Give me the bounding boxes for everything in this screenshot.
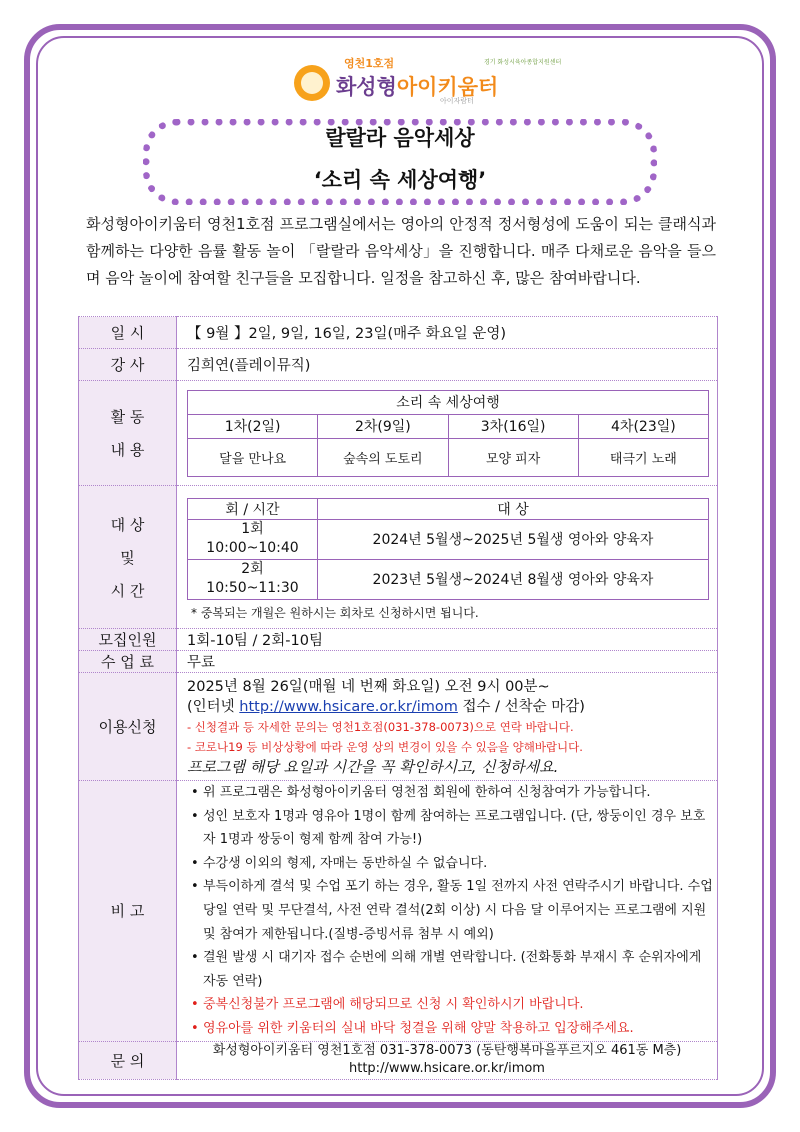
note-item: • 수강생 이외의 형제, 자매는 동반하실 수 없습니다. (193, 852, 717, 876)
note-item-warning: • 중복신청불가 프로그램에 해당되므로 신청 시 확인하시기 바랍니다. (193, 993, 717, 1017)
note-item: • 결원 발생 시 대기자 접수 순번에 의해 개별 연락합니다. (전화통화 부재시 후 순위자에게 자동 연락) (193, 946, 717, 993)
activity-title: 달을 만나요 (188, 438, 318, 476)
activity-label-2: 내 용 (110, 441, 145, 459)
notes-cell (177, 781, 718, 1042)
teacher-value: 김희연(플레이뮤직) (177, 349, 718, 381)
activity-label-1: 활 동 (110, 408, 145, 426)
apply-start: 2025년 8월 26일(매월 네 번째 화요일) 오전 9시 00분~ (187, 678, 550, 695)
teacher-label: 강 사 (79, 349, 177, 381)
apply-cell (177, 673, 718, 781)
row-fee (79, 651, 718, 673)
apply-method-post: 접수 / 선착순 마감) (457, 698, 585, 715)
row-activity (79, 381, 718, 486)
row-target (79, 486, 718, 629)
activity-title: 태극기 노래 (578, 438, 708, 476)
apply-label: 이용신청 (79, 673, 177, 781)
partner-logo: 경기 화성시육아종합지원센터 (484, 59, 562, 66)
row-notes (79, 781, 718, 1042)
target-label-1: 대 상 (110, 515, 145, 534)
target-row (188, 559, 709, 599)
logo-branch: 영천1호점 (344, 57, 395, 70)
target-label-3: 시 간 (110, 581, 145, 600)
activity-rounds (188, 414, 709, 438)
fee-value: 무료 (177, 651, 718, 673)
row-date (79, 317, 718, 349)
note-item: • 부득이하게 결석 및 수업 포기 하는 경우, 활동 1일 전까지 사전 연락주시기 바랍니다. 수업 당일 연락 및 무단결석, 사전 연락 결석(2회 이상) 시 다음 달 이루어지는 프로그램에 지원 및 참여가 제한됩니다.(질병-증빙서류 첨부 시 예외) (193, 875, 717, 946)
contact-address: 화성형아이키움터 영천1호점 031-378-0073 (동탄행복마을푸르지오 461동 M층) (212, 1043, 682, 1059)
intro-paragraph: 화성형아이키움터 영천1호점 프로그램실에서는 영아의 안정적 정서형성에 도움이 되는 클래식과 함께하는 다양한 음률 활동 놀이 「랄랄라 음악세상」을 진행합니다. 매주 다채로운 음악을 들으며 음악 놀이에 참여할 친구들을 모집합니다. 일정을 참고하신 후, 많은 참여바랍니다. (86, 215, 716, 287)
session-number: 1회 (241, 521, 264, 537)
program-title: 랄랄라 음악세상 (325, 126, 475, 150)
activity-round: 4차(23일) (578, 414, 708, 438)
note-item: • 위 프로그램은 화성형아이키움터 영천점 회원에 한하여 신청참여가 가능합니다. (193, 781, 717, 805)
logo-name-b: 아이키움터 (396, 75, 499, 99)
target-label-2: 및 (120, 548, 135, 567)
target-cell (177, 486, 718, 629)
note-item: • 성인 보호자 1명과 영유아 1명이 함께 참여하는 프로그램입니다. (단, 쌍둥이인 경우 보호자 1명과 쌍둥이 형제 함께 참여 가능!) (193, 805, 717, 852)
session-hours: 10:50~11:30 (206, 580, 299, 596)
date-value: 【 9월 】2일, 9일, 16일, 23일(매주 화요일 운영) (177, 317, 718, 349)
activity-title: 모양 피자 (448, 438, 578, 476)
contact-label: 문 의 (79, 1041, 177, 1079)
apply-emphasis: 프로그램 해당 요일과 시간을 꼭 확인하시고, 신청하세요. (187, 757, 559, 776)
activity-label (79, 381, 177, 486)
session-target: 2024년 5월생~2025년 5월생 영아와 양육자 (318, 519, 709, 559)
row-teacher (79, 349, 718, 381)
target-label (79, 486, 177, 629)
activity-round: 1차(2일) (188, 414, 318, 438)
apply-link[interactable]: http://www.hsicare.or.kr/imom (239, 698, 458, 715)
apply-inquiry-note: - 신청결과 등 자세한 문의는 영천1호점(031-378-0073)으로 연락 바랍니다. (187, 719, 574, 734)
session-hours: 10:00~10:40 (206, 540, 299, 556)
session-target: 2023년 5월생~2024년 8월생 영아와 양육자 (318, 559, 709, 599)
apply-change-note: - 코로나19 등 비상상황에 따라 운영 상의 변경이 있을 수 있음을 양해바랍니다. (187, 739, 583, 754)
logo-face-icon (294, 65, 330, 101)
program-subtitle: ‘소리 속 세상여행’ (313, 168, 487, 192)
row-contact (79, 1041, 718, 1079)
session-time (188, 519, 318, 559)
row-recruit (79, 629, 718, 651)
logo-name-a: 화성형 (336, 75, 397, 99)
activity-round: 2차(9일) (318, 414, 448, 438)
notes-label: 비 고 (79, 781, 177, 1042)
recruit-value: 1회-10팀 / 2회-10팀 (177, 629, 718, 651)
contact-url[interactable]: http://www.hsicare.or.kr/imom (349, 1061, 545, 1077)
fee-label: 수 업 료 (79, 651, 177, 673)
target-col-session: 회 / 시간 (188, 498, 318, 519)
note-item-warning: • 영유아를 위한 키움터의 실내 바닥 청결을 위해 양말 착용하고 입장해주세요. (193, 1017, 717, 1041)
session-number: 2회 (241, 561, 264, 577)
program-info-table (78, 316, 718, 1080)
apply-method (187, 697, 717, 717)
activity-titles (188, 438, 709, 476)
activity-table (187, 390, 709, 477)
activity-cell (177, 381, 718, 486)
contact-cell (177, 1041, 718, 1079)
activity-title: 숲속의 도토리 (318, 438, 448, 476)
date-label: 일 시 (79, 317, 177, 349)
recruit-label: 모집인원 (79, 629, 177, 651)
target-table (187, 498, 709, 600)
target-col-target: 대 상 (318, 498, 709, 519)
apply-method-pre: (인터넷 (187, 698, 240, 715)
activity-header: 소리 속 세상여행 (188, 390, 709, 414)
target-note: * 중복되는 개월은 원하시는 회차로 신청하시면 됩니다. (191, 605, 479, 620)
row-apply (79, 673, 718, 781)
logo-sub: 아이자람터 (440, 97, 474, 105)
activity-round: 3차(16일) (448, 414, 578, 438)
organization-logo (292, 55, 562, 105)
session-time (188, 559, 318, 599)
notes-list (177, 781, 717, 1041)
target-row (188, 519, 709, 559)
